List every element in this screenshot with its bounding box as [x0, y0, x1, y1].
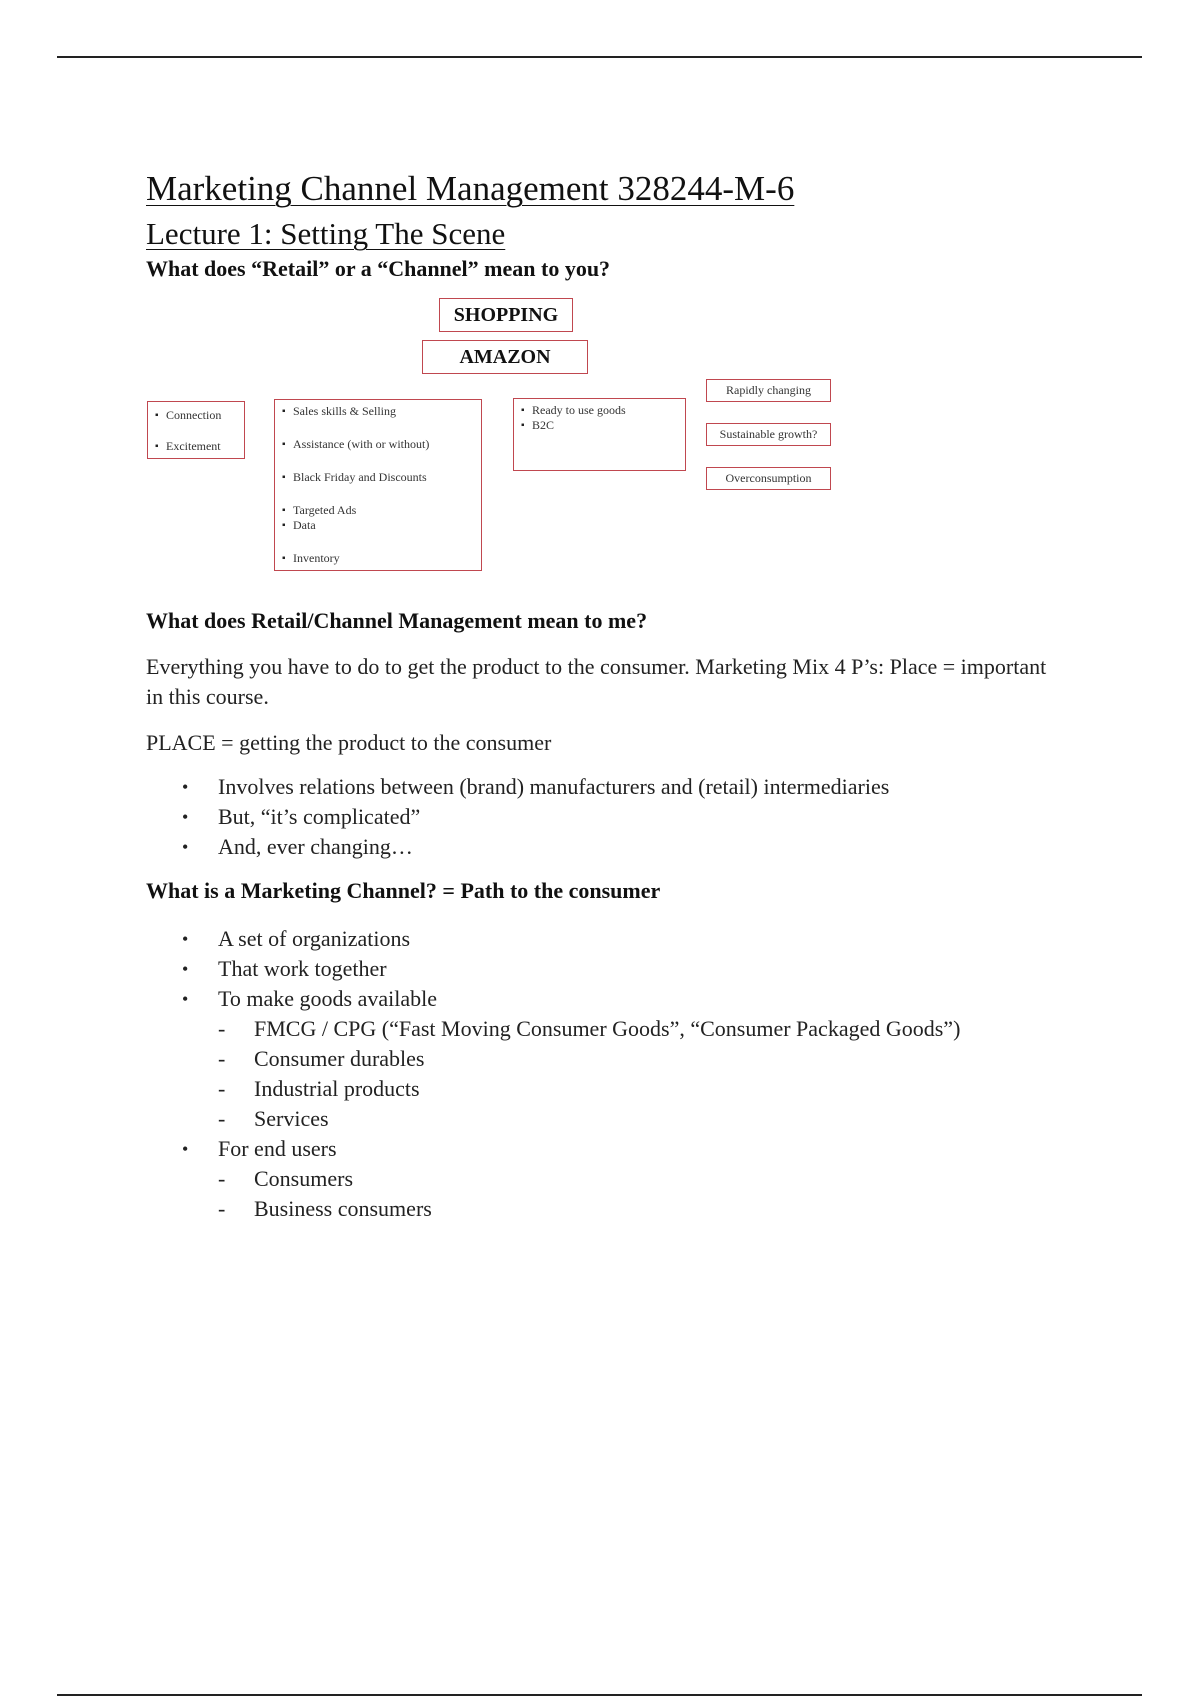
list-item: ▪ Black Friday and Discounts	[279, 470, 477, 485]
paragraph-place: PLACE = getting the product to the consumer	[146, 730, 552, 755]
question-retail-channel: What does “Retail” or a “Channel” mean to you?	[146, 256, 611, 281]
list-item: • A set of organizations	[146, 924, 1066, 954]
list-item: ▪ Excitement	[152, 439, 242, 454]
brainstorm-diagram	[146, 294, 1066, 584]
list-item: • Involves relations between (brand) manufacturers and (retail) intermediaries	[146, 772, 1066, 802]
list-item: • For end users - Consumers - Business consumers	[146, 1134, 1066, 1224]
list-item: - Business consumers	[218, 1196, 432, 1221]
users-sublist	[218, 1164, 1066, 1224]
channel-bullet-list	[146, 924, 1066, 1224]
list-item: - Industrial products	[218, 1076, 420, 1101]
list-item: - Consumers	[218, 1166, 353, 1191]
list-item: • But, “it’s complicated”	[146, 802, 1066, 832]
bullet-icon: •	[182, 989, 189, 1009]
list-item: - FMCG / CPG (“Fast Moving Consumer Goods”, “Consumer Packaged Goods”)	[218, 1016, 961, 1041]
list-item: ▪ Inventory	[279, 551, 477, 566]
bullet-icon: •	[182, 929, 189, 949]
list-item: ▪ Sales skills & Selling	[279, 404, 477, 419]
list-item: ▪ Targeted Ads	[279, 503, 477, 518]
list-item: • And, ever changing…	[146, 832, 1066, 862]
question-management-meaning: What does Retail/Channel Management mean to me?	[146, 608, 648, 633]
shopping-box: SHOPPING	[439, 298, 573, 332]
paragraph-definition: Everything you have to do to get the product to the consumer. Marketing Mix 4 P’s: Place = important in this course.	[146, 654, 1047, 709]
list-item: ▪ Ready to use goods	[518, 403, 681, 418]
bullet-icon: •	[182, 837, 189, 857]
bullet-icon: •	[182, 1139, 189, 1159]
list-item: • To make goods available - FMCG / CPG (“Fast Moving Consumer Goods”, “Consumer Packaged Goods”) - Consumer durables - Industrial products - Services	[146, 984, 1066, 1134]
bullet-icon: •	[182, 807, 189, 827]
tag-sustainable-growth: Sustainable growth?	[706, 423, 831, 446]
question-marketing-channel: What is a Marketing Channel? = Path to the consumer	[146, 878, 661, 903]
list-item: ▪ B2C	[518, 418, 681, 433]
goods-sublist	[218, 1014, 1066, 1134]
middle-concepts-box	[274, 399, 482, 571]
document-body	[146, 168, 1066, 1224]
lecture-title: Lecture 1: Setting The Scene	[146, 216, 506, 251]
list-item: - Services	[218, 1106, 329, 1131]
list-item: ▪ Connection	[152, 408, 242, 423]
document-title: Marketing Channel Management 328244-M-6	[146, 169, 795, 208]
tag-overconsumption: Overconsumption	[706, 467, 831, 490]
list-item: • That work together	[146, 954, 1066, 984]
list-item: ▪ Assistance (with or without)	[279, 437, 477, 452]
bottom-rule	[57, 1694, 1142, 1696]
list-item: ▪ Data	[279, 518, 477, 533]
bullet-icon: •	[182, 959, 189, 979]
left-concepts-box	[147, 401, 245, 459]
amazon-box: AMAZON	[422, 340, 588, 374]
place-bullet-list	[146, 772, 1066, 862]
tag-rapidly-changing: Rapidly changing	[706, 379, 831, 402]
list-item: - Consumer durables	[218, 1046, 425, 1071]
right-concepts-box	[513, 398, 686, 471]
bullet-icon: •	[182, 777, 189, 797]
top-rule	[57, 56, 1142, 58]
